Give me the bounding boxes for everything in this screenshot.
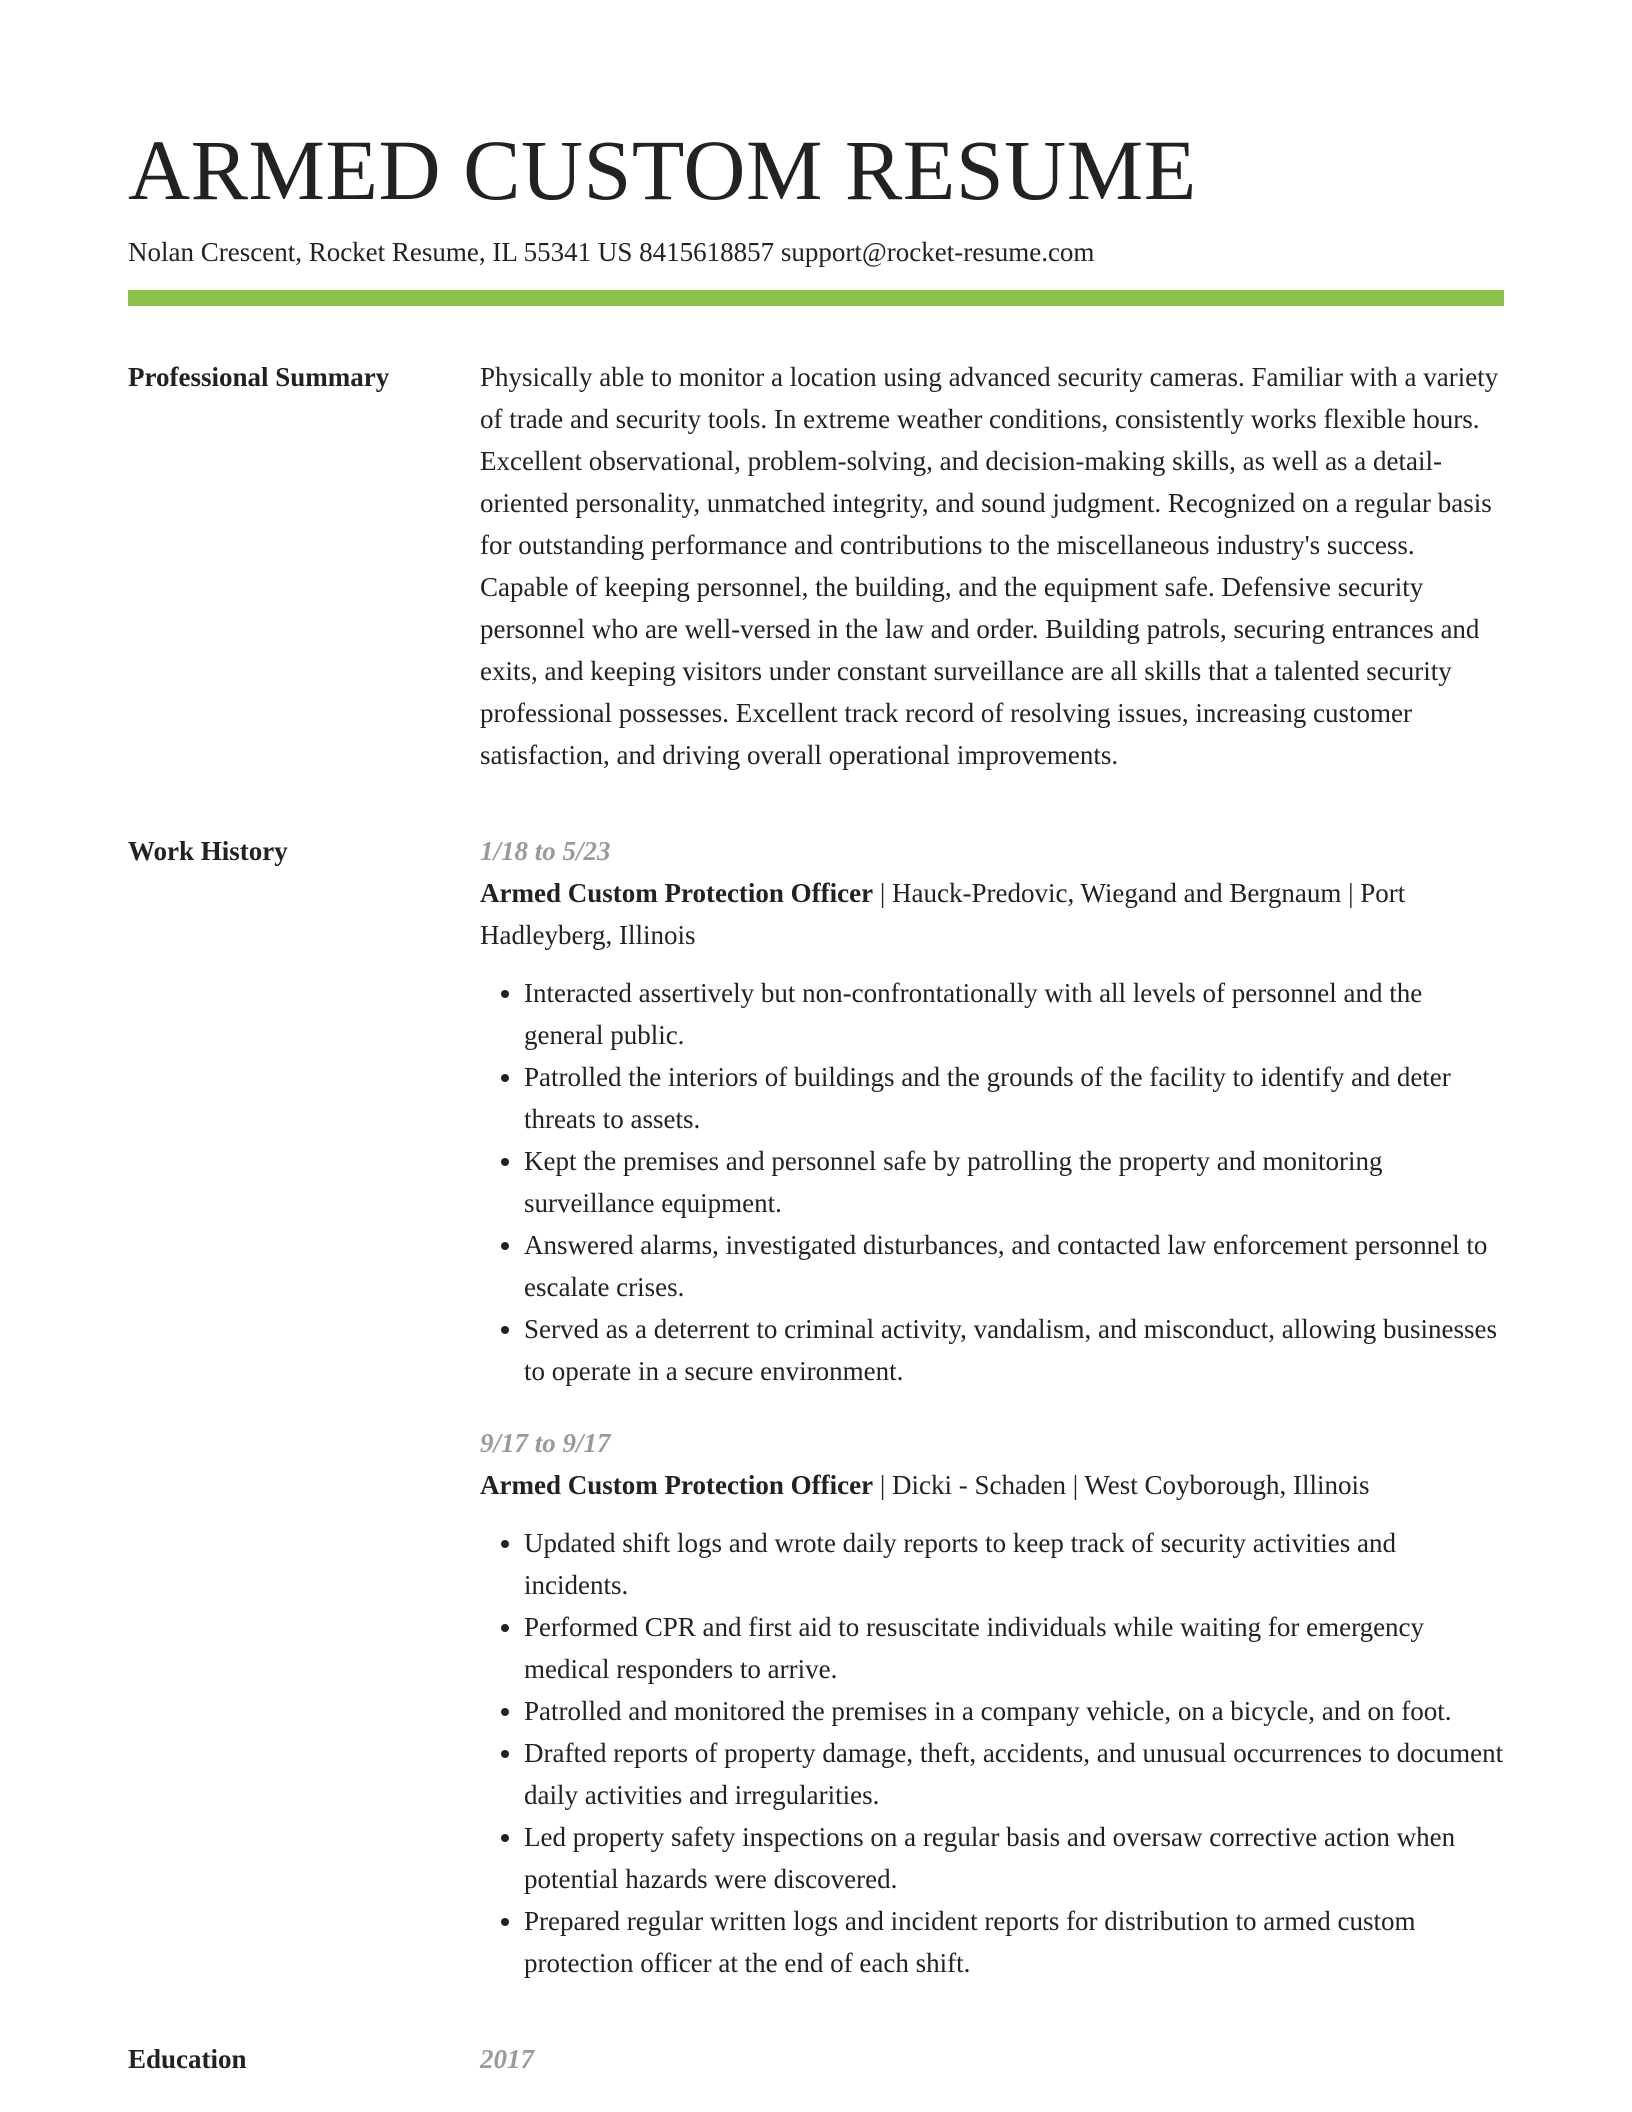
job-details: | Dicki - Schaden | West Coyborough, Illinois — [873, 1470, 1370, 1500]
job-role: Armed Custom Protection Officer — [480, 878, 874, 908]
job-bullet: • Interacted assertively but non-confrontationally with all levels of personnel and the general public. — [524, 972, 1504, 1056]
job-bullet: • Kept the premises and personnel safe by patrolling the property and monitoring surveillance equipment. — [524, 1140, 1504, 1224]
summary-section — [128, 356, 1504, 776]
work-history-section — [128, 830, 1504, 1984]
section-heading: Work History — [128, 836, 288, 866]
resume-title: ARMED CUSTOM RESUME — [128, 122, 1197, 218]
job-bullet: • Updated shift logs and wrote daily reports to keep track of security activities and incidents. — [524, 1522, 1504, 1606]
section-heading: Education — [128, 2044, 247, 2074]
resume-page — [128, 118, 1504, 2080]
job-role: Armed Custom Protection Officer — [480, 1470, 874, 1500]
job-bullet: • Performed CPR and first aid to resuscitate individuals while waiting for emergency medical responders to arrive. — [524, 1606, 1504, 1690]
job-bullet: • Served as a deterrent to criminal activity, vandalism, and misconduct, allowing businesses to operate in a secure environment. — [524, 1308, 1504, 1392]
job-bullet: • Answered alarms, investigated disturbances, and contacted law enforcement personnel to escalate crises. — [524, 1224, 1504, 1308]
job-bullet: • Patrolled the interiors of buildings and the grounds of the facility to identify and deter threats to assets. — [524, 1056, 1504, 1140]
job-entry — [480, 1422, 1504, 1984]
education-dates: 2017 — [480, 2044, 534, 2074]
job-bullet: • Led property safety inspections on a regular basis and oversaw corrective action when potential hazards were discovered. — [524, 1816, 1504, 1900]
job-bullets — [480, 972, 1504, 1392]
job-dates: 1/18 to 5/23 — [480, 836, 611, 866]
accent-divider — [128, 290, 1504, 306]
job-bullet: • Drafted reports of property damage, theft, accidents, and unusual occurrences to document daily activities and irregularities. — [524, 1732, 1504, 1816]
job-dates: 9/17 to 9/17 — [480, 1428, 611, 1458]
education-section — [128, 2038, 1504, 2080]
job-bullet: • Patrolled and monitored the premises in a company vehicle, on a bicycle, and on foot. — [524, 1690, 1504, 1732]
section-heading: Professional Summary — [128, 362, 390, 392]
job-list — [480, 830, 1504, 1984]
job-heading — [480, 872, 1504, 956]
job-bullets — [480, 1522, 1504, 1984]
contact-line: Nolan Crescent, Rocket Resume, IL 55341 US 8415618857 support@rocket-resume.com — [128, 237, 1095, 267]
job-entry — [480, 830, 1504, 1392]
summary-text: Physically able to monitor a location using advanced security cameras. Familiar with a variety of trade and security tools. In extreme weather conditions, consistently works flexible hours. Excellent observational, problem-solving, and decision-making skills, as well as a detail-oriented personality, unmatched integrity, and sound judgment. Recognized on a regular basis for outstanding performance and contributions to the miscellaneous industry's success. Capable of keeping personnel, the building, and the equipment safe. Defensive security personnel who are well-versed in the law and order. Building patrols, securing entrances and exits, and keeping visitors under constant surveillance are all skills that a talented security professional possesses. Excellent track record of resolving issues, increasing customer satisfaction, and driving overall operational improvements. — [480, 362, 1499, 770]
job-bullet: • Prepared regular written logs and incident reports for distribution to armed custom protection officer at the end of each shift. — [524, 1900, 1504, 1984]
job-heading — [480, 1464, 1504, 1506]
job-details: | Hauck-Predovic, Wiegand and Bergnaum | Port Hadleyberg, Illinois — [480, 878, 1406, 950]
